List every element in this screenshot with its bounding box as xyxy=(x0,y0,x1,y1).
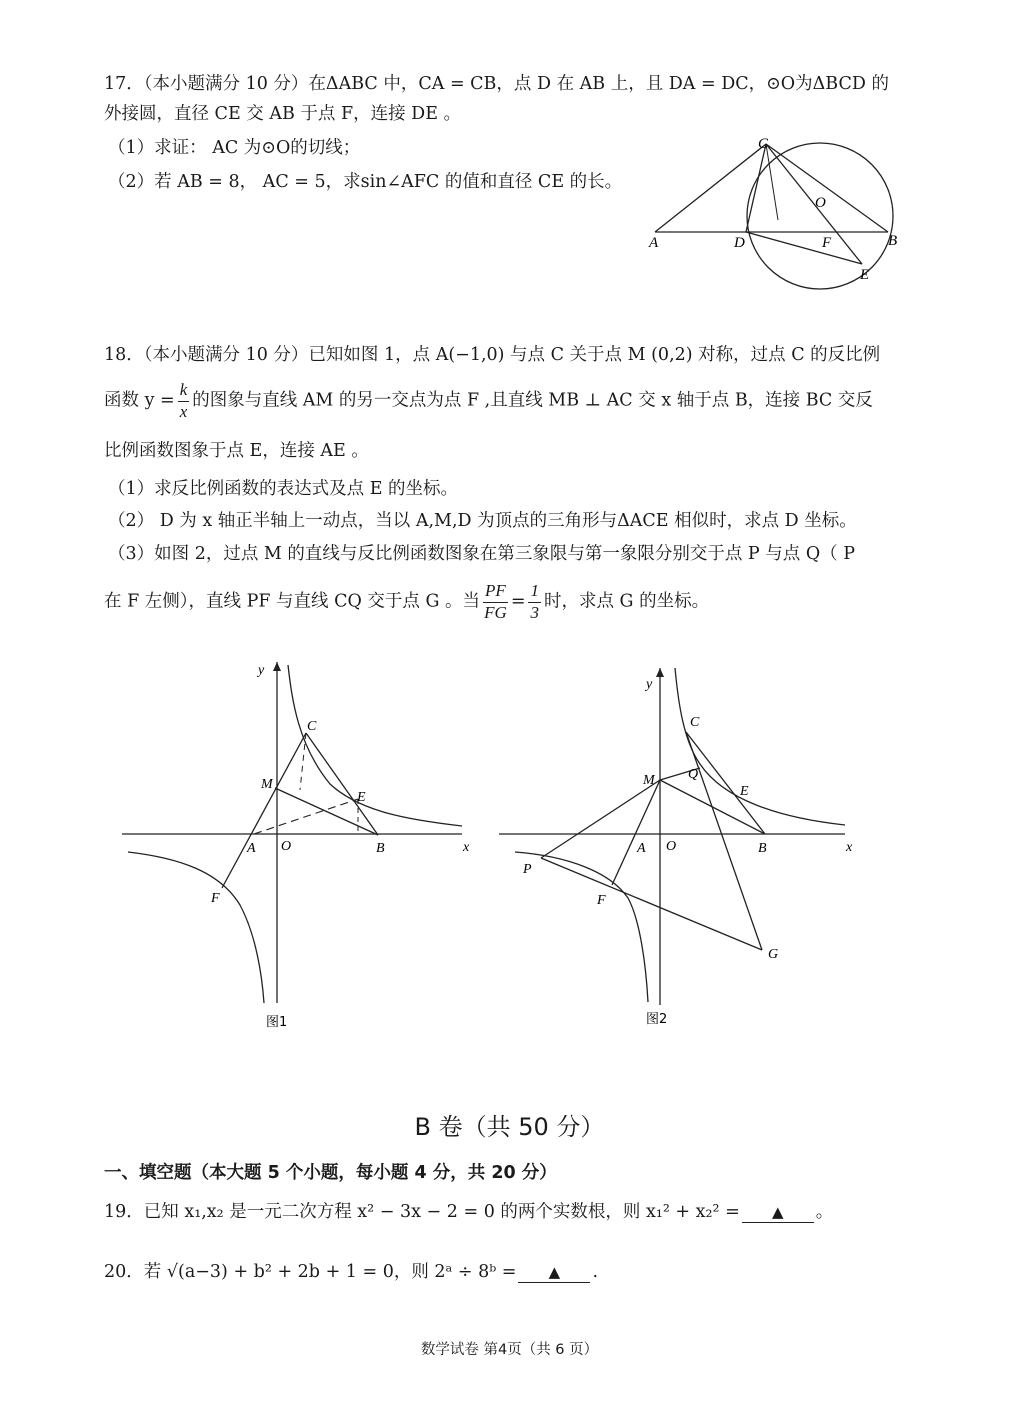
frac-third-num: 1 xyxy=(528,582,541,603)
frac-pf-num: PF xyxy=(483,582,508,603)
q19-text: 已知 x₁,x₂ 是一元二次方程 x² − 3x − 2 = 0 的两个实数根，则 x₁² + x₂² = xyxy=(143,1202,740,1222)
q17-label-o: O xyxy=(815,195,826,211)
fig2-label-e: E xyxy=(740,784,749,799)
q19-number: 19． xyxy=(104,1202,144,1222)
q20-answer-blank xyxy=(518,1264,590,1283)
q19-answer-blank xyxy=(742,1204,814,1223)
q18-text1: 已知如图 1，点 A(−1,0) 与点 C 关于点 M (0,2) 对称，过点 C 的反比例 xyxy=(308,345,881,365)
q18-part3-post: 时，求点 G 的坐标。 xyxy=(543,591,710,612)
frac-k-den: x xyxy=(179,401,188,421)
q17-part1: （1）求证： AC 为⊙O的切线； xyxy=(108,138,361,158)
fig1-caption: 图1 xyxy=(266,1015,288,1030)
q20-triangle-icon: ▲ xyxy=(548,1263,561,1281)
fig2-label-b: B xyxy=(758,841,767,856)
fig1-label-o: O xyxy=(281,839,292,854)
q18-line2 xyxy=(104,381,873,421)
q18-part1: （1）求反比例函数的表达式及点 E 的坐标。 xyxy=(108,479,459,499)
section-b-title: B 卷（共 50 分） xyxy=(414,1113,605,1141)
frac-pf-den: FG xyxy=(484,602,507,622)
q19-end: 。 xyxy=(815,1202,834,1222)
q17-label-c: C xyxy=(758,136,769,152)
q19-line xyxy=(104,1204,833,1223)
fig1-label-e: E xyxy=(357,790,366,805)
frac-k-num: k xyxy=(178,381,190,402)
q17-figure xyxy=(640,130,910,290)
fig1-label-x: x xyxy=(463,840,470,855)
fig1-label-f: F xyxy=(211,891,220,906)
q20-text: 若 √(a−3) + b² + 2b + 1 = 0，则 2ᵃ ÷ 8ᵇ = xyxy=(143,1262,517,1282)
q17-number: 17． xyxy=(104,74,144,94)
fig2-label-x: x xyxy=(846,840,853,855)
fig2-label-q: Q xyxy=(688,767,699,782)
q18-line3: 比例函数图象于点 E，连接 AE 。 xyxy=(104,441,369,461)
q18-frac-pf-fg xyxy=(483,582,508,622)
fig2-label-y: y xyxy=(646,677,653,692)
q17-label-b: B xyxy=(888,233,898,249)
q20-number: 20． xyxy=(104,1262,144,1282)
fig1-label-a: A xyxy=(247,841,256,856)
q17-text1: 在ΔABC 中，CA = CB，点 D 在 AB 上，且 DA = DC，⊙O为ΔBCD 的 xyxy=(308,74,889,94)
q18-part3-line1: （3）如图 2，过点 M 的直线与反比例函数图象在第三象限与第一象限分别交于点 P 与点 Q（ P xyxy=(108,544,856,564)
fig2-label-o: O xyxy=(666,839,677,854)
q18-line1 xyxy=(104,347,880,365)
q19-triangle-icon: ▲ xyxy=(771,1203,784,1221)
q17-label-a: A xyxy=(649,235,659,251)
q18-text2-pre: 函数 y = xyxy=(104,390,175,411)
fig2-label-a: A xyxy=(637,841,646,856)
fig2-label-f: F xyxy=(597,893,606,908)
fig2-label-m: M xyxy=(643,773,655,788)
fig1-label-c: C xyxy=(307,719,317,734)
fig2-caption: 图2 xyxy=(646,1012,668,1027)
q18-figure1 xyxy=(115,655,485,1040)
q17-line1 xyxy=(104,76,889,94)
page-footer: 数学试卷 第4页（共 6 页） xyxy=(420,1342,599,1358)
q17-part2: （2）若 AB = 8， AC = 5，求sin∠AFC 的值和直径 CE 的长。 xyxy=(108,172,623,192)
q18-equals: = xyxy=(510,591,526,612)
fig2-label-c: C xyxy=(690,715,700,730)
q17-label-d: D xyxy=(734,235,745,251)
q18-points: （本小题满分 10 分） xyxy=(143,345,309,365)
q17-label-f: F xyxy=(822,235,832,251)
q17-points: （本小题满分 10 分） xyxy=(143,74,309,94)
fig2-label-p: P xyxy=(523,862,532,877)
fig1-label-m: M xyxy=(261,777,273,792)
q17-line2: 外接圆，直径 CE 交 AB 于点 F，连接 DE 。 xyxy=(104,104,462,124)
q18-part3-line2 xyxy=(104,582,709,622)
q20-line xyxy=(104,1264,598,1283)
frac-third-den: 3 xyxy=(530,602,539,622)
q18-part2: （2） D 为 x 轴正半轴上一动点，当以 A,M,D 为顶点的三角形与ΔACE 相似时，求点 D 坐标。 xyxy=(108,511,857,531)
q18-frac-third xyxy=(528,582,541,622)
q17-label-e: E xyxy=(860,267,870,283)
q18-number: 18． xyxy=(104,345,144,365)
q18-text2-post: 的图象与直线 AM 的另一交点为点 F ,且直线 MB ⊥ AC 交 x 轴于点 B，连接 BC 交反 xyxy=(192,390,873,411)
fig1-label-y: y xyxy=(258,663,265,678)
fig2-label-g: G xyxy=(768,947,779,962)
section-b-subtitle: 一、填空题（本大题 5 个小题，每小题 4 分，共 20 分） xyxy=(104,1163,557,1183)
q18-figure2 xyxy=(495,660,870,1030)
q20-end: . xyxy=(592,1262,599,1282)
fig1-label-b: B xyxy=(376,841,385,856)
q18-part3-pre: 在 F 左侧），直线 PF 与直线 CQ 交于点 G 。当 xyxy=(104,591,481,612)
q18-frac-k xyxy=(178,381,190,421)
